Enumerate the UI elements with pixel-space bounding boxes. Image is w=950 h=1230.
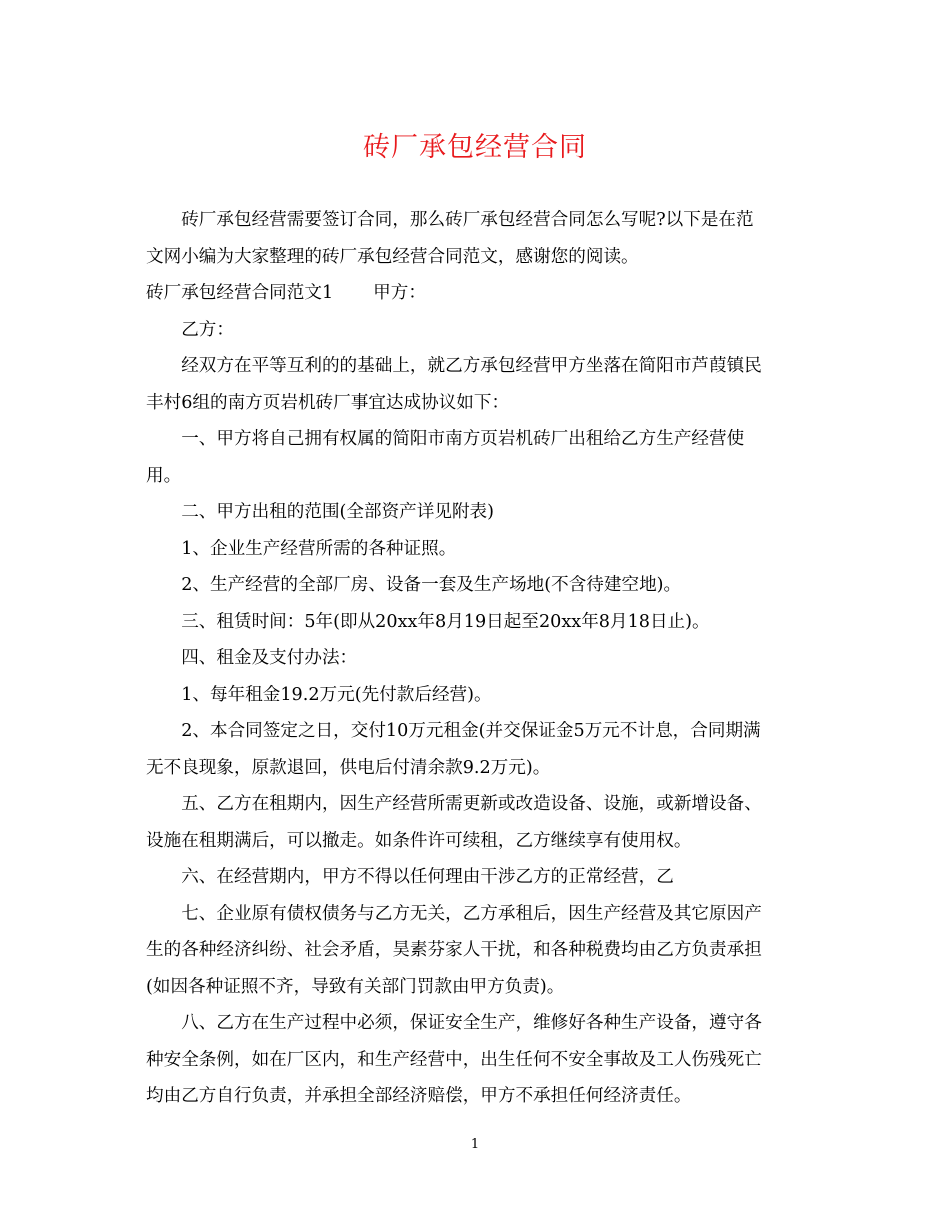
clause-line: 1、企业生产经营所需的各种证照。 — [181, 538, 457, 559]
sample-heading: 砖厂承包经营合同范文1 — [146, 283, 334, 303]
clause-line: 2、生产经营的全部厂房、设备一套及生产场地(不含待建空地)。 — [181, 575, 682, 595]
clause-line: 设施在租期满后，可以撤走。如条件许可续租，乙方继续享有使用权。 — [146, 830, 692, 851]
clause-line: (如因各种证照不齐，导致有关部门罚款由甲方负责)。 — [146, 976, 565, 997]
clause-line: 用。 — [146, 465, 182, 486]
clause-line: 均由乙方自行负责，并承担全部经济赔偿，甲方不承担任何经济责任。 — [146, 1086, 692, 1106]
document-title: 砖厂承包经营合同 — [363, 132, 587, 163]
document-body — [146, 202, 806, 1115]
clause-line: 四、租金及支付办法： — [181, 648, 358, 668]
clause-line: 一、甲方将自己拥有权属的简阳市南方页岩机砖厂出租给乙方生产经营使 — [181, 429, 745, 449]
clause-line: 七、企业原有债权债务与乙方无关，乙方承租后，因生产经营及其它原因产 — [181, 903, 762, 924]
clause-line: 八、乙方在生产过程中必须，保证安全生产，维修好各种生产设备，遵守各 — [181, 1013, 762, 1033]
party-a-label: 甲方： — [373, 283, 426, 303]
section-heading-line — [146, 275, 806, 312]
clause-line: 六、在经营期内，甲方不得以任何理由干涉乙方的正常经营，乙 — [181, 867, 674, 887]
paragraph-line: 经双方在平等互利的的基础上，就乙方承包经营甲方坐落在简阳市芦葭镇民 — [181, 356, 762, 376]
paragraph-line: 丰村6组的南方页岩机砖厂事宜达成协议如下： — [146, 392, 510, 413]
page-number: 1 — [470, 1137, 480, 1152]
paragraph-line: 砖厂承包经营需要签订合同，那么砖厂承包经营合同怎么写呢?以下是在范 — [181, 210, 754, 230]
clause-line: 1、每年租金19.2万元(先付款后经营)。 — [181, 684, 492, 705]
clause-line: 五、乙方在租期内，因生产经营所需更新或改造设备、设施，或新增设备、 — [181, 794, 762, 814]
party-b-label: 乙方： — [181, 319, 234, 340]
clause-line: 2、本合同签定之日，交付10万元租金(并交保证金5万元不计息，合同期满 — [181, 721, 761, 741]
paragraph-line: 文网小编为大家整理的砖厂承包经营合同范文，感谢您的阅读。 — [146, 246, 639, 267]
clause-line: 三、租赁时间：5年(即从20xx年8月19日起至20xx年8月18日止)。 — [181, 611, 710, 632]
clause-line: 无不良现象，原款退回，供电后付清余款9.2万元)。 — [146, 757, 551, 778]
clause-line: 生的各种经济纠纷、社会矛盾，昊素芬家人干扰，和各种税费均由乙方负责承担 — [146, 940, 762, 960]
clause-line: 种安全条例，如在厂区内，和生产经营中，出生任何不安全事故及工人伤残死亡 — [146, 1049, 762, 1070]
clause-line: 二、甲方出租的范围(全部资产详见附表) — [181, 502, 495, 522]
